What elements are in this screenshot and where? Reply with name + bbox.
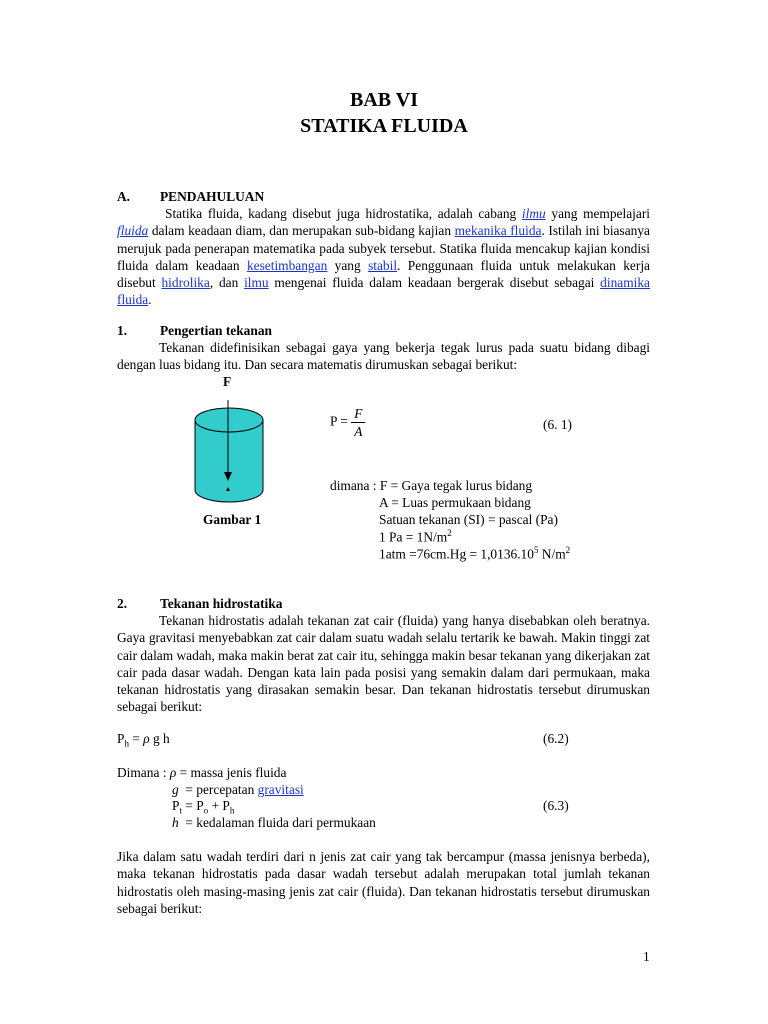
section-2-paragraph-2: Jika dalam satu wadah terdiri dari n jenis zat cair yang tak bercampur (massa jenisnya berbeda), maka tekanan hidrostatis pada dasar wadah tersebut adalah merupakan total jumlah tekanan hidrostatis oleh masing-masing jenis zat cair (fluida). Dan tekanan hidrostatis tersebut dirumuskan sebagai berikut:: [117, 849, 650, 916]
text-run: .: [148, 292, 152, 308]
section-1-heading: Pengertian tekanan: [160, 323, 272, 338]
text-run: . Penggunaan fluida untuk melakukan kerja disebut: [117, 257, 650, 291]
eq-gh: g h: [149, 731, 170, 746]
eq-p: P: [117, 731, 125, 746]
section-1-number: 1.: [117, 323, 128, 338]
def-g-text: = percepatan: [178, 782, 258, 797]
def-h-symbol: h: [172, 815, 179, 830]
text-run: mengenai fluida dalam keadaan bergerak disebut sebagai: [268, 275, 601, 291]
section-a-heading: PENDAHULUAN: [160, 189, 265, 204]
link-mekanika-fluida[interactable]: mekanika fluida: [454, 223, 542, 239]
text-run: . Istilah ini biasanya merujuk pada penerapan matematika pada subyek tersebut. Statika fluida mencakup kajian kondisi fluida dalam keadaan: [117, 223, 650, 273]
page-number: 1: [643, 949, 650, 964]
def-g-symbol: g: [172, 782, 179, 797]
section-2-heading: Tekanan hidrostatika: [160, 596, 283, 611]
equation-number-6-2: (6.2): [543, 731, 569, 746]
pt-mid: = P: [181, 798, 204, 813]
force-label: F: [223, 374, 232, 389]
unit-nm2: N/m: [538, 546, 566, 562]
cylinder-top: [195, 408, 263, 432]
chapter-title: BAB VI: [350, 89, 418, 111]
link-dinamika-fluida[interactable]: dinamika fluida: [117, 275, 650, 308]
sub: t: [179, 805, 182, 816]
link-stabil[interactable]: stabil: [368, 257, 398, 273]
eq-equals: =: [128, 731, 144, 746]
sup: 5: [533, 545, 539, 555]
equation-number-6-1: (6. 1): [543, 417, 573, 432]
eq-rho: ρ: [143, 731, 150, 746]
link-ilmu[interactable]: ilmu: [521, 206, 546, 221]
pt-p: P: [172, 798, 180, 813]
where-line-4: [379, 528, 452, 546]
where-line-2: A = Luas permukaan bidang: [379, 495, 531, 510]
def-rho: [117, 764, 286, 781]
section-2-paragraph: Tekanan hidrostatis adalah tekanan zat cair (fluida) yang hanya disebabkan oleh beratnya. Gaya gravitasi menyebabkan zat cair dalam suatu wadah selalu tertarik ke bawah. Makin tinggi zat cair dalam wadah, maka makin berat zat cair itu, sehingga makin besar tekanan yang dikerjakan zat cair pada dasar wadah. Dengan kata lain pada posisi yang semakin dalam dari permukaan, maka tekanan hidrostatis yang dirasakan semakin besar. Dan tekanan hidrostatis tersebut dirumuskan sebagai berikut:: [117, 613, 650, 715]
def-h: [172, 814, 376, 831]
def-h-text: = kedalaman fluida dari permukaan: [178, 815, 376, 830]
def-g: [172, 781, 304, 798]
equation-hydrostatic: [117, 730, 170, 750]
section-2-number: 2.: [117, 596, 128, 611]
text-run: yang: [327, 257, 369, 273]
section-a-number: A.: [117, 189, 131, 204]
text-run: , dan: [209, 275, 245, 291]
figure-caption: Gambar 1: [203, 512, 262, 527]
eq-numerator: F: [351, 405, 365, 423]
chapter-subtitle: STATIKA FLUIDA: [300, 115, 468, 137]
text-run: yang mempelajari: [545, 206, 650, 221]
where-prefix: dimana :: [330, 478, 380, 493]
text-run: dalam keadaan diam, dan merupakan sub-bidang kajian: [148, 223, 455, 239]
where-line-5: [379, 545, 570, 563]
link-ilmu-2[interactable]: ilmu: [244, 275, 269, 291]
eq-fraction: [351, 405, 365, 440]
equation-pressure: [330, 405, 365, 440]
pt-plus: + P: [208, 798, 230, 813]
where-line-3: Satuan tekanan (SI) = pascal (Pa): [379, 512, 558, 527]
text-run: Statika fluida, kadang disebut juga hidrostatika, adalah cabang: [165, 206, 522, 221]
eq-lhs: P =: [330, 413, 352, 429]
unit-pa: 1 Pa = 1N/m: [379, 529, 448, 545]
link-gravitasi[interactable]: gravitasi: [257, 782, 304, 797]
sup: 2: [447, 528, 452, 538]
sup: 2: [565, 545, 571, 555]
def-rho-text: = massa jenis fluida: [176, 765, 287, 780]
section-a-paragraph: [117, 205, 650, 309]
where-line-1: [330, 477, 532, 494]
def-prefix: Dimana :: [117, 765, 170, 780]
sub: h: [229, 805, 235, 816]
cylinder-figure: [190, 390, 270, 515]
sub: h: [124, 738, 129, 749]
link-fluida[interactable]: fluida: [117, 223, 149, 239]
eq-denominator: A: [354, 424, 363, 440]
section-1-paragraph: Tekanan didefinisikan sebagai gaya yang bekerja tegak lurus pada suatu bidang dibagi dengan luas bidang itu. Dan secara matematis dirumuskan sebagai berikut:: [117, 340, 650, 373]
def-rho-symbol: ρ: [169, 765, 177, 780]
where-f: F = Gaya tegak lurus bidang: [379, 478, 533, 493]
link-kesetimbangan[interactable]: kesetimbangan: [246, 257, 328, 273]
equation-number-6-3: (6.3): [543, 798, 569, 813]
link-hidrolika[interactable]: hidrolika: [161, 275, 210, 291]
sub: o: [203, 805, 209, 816]
unit-atm: 1atm =76cm.Hg = 1,0136.10: [379, 546, 534, 562]
